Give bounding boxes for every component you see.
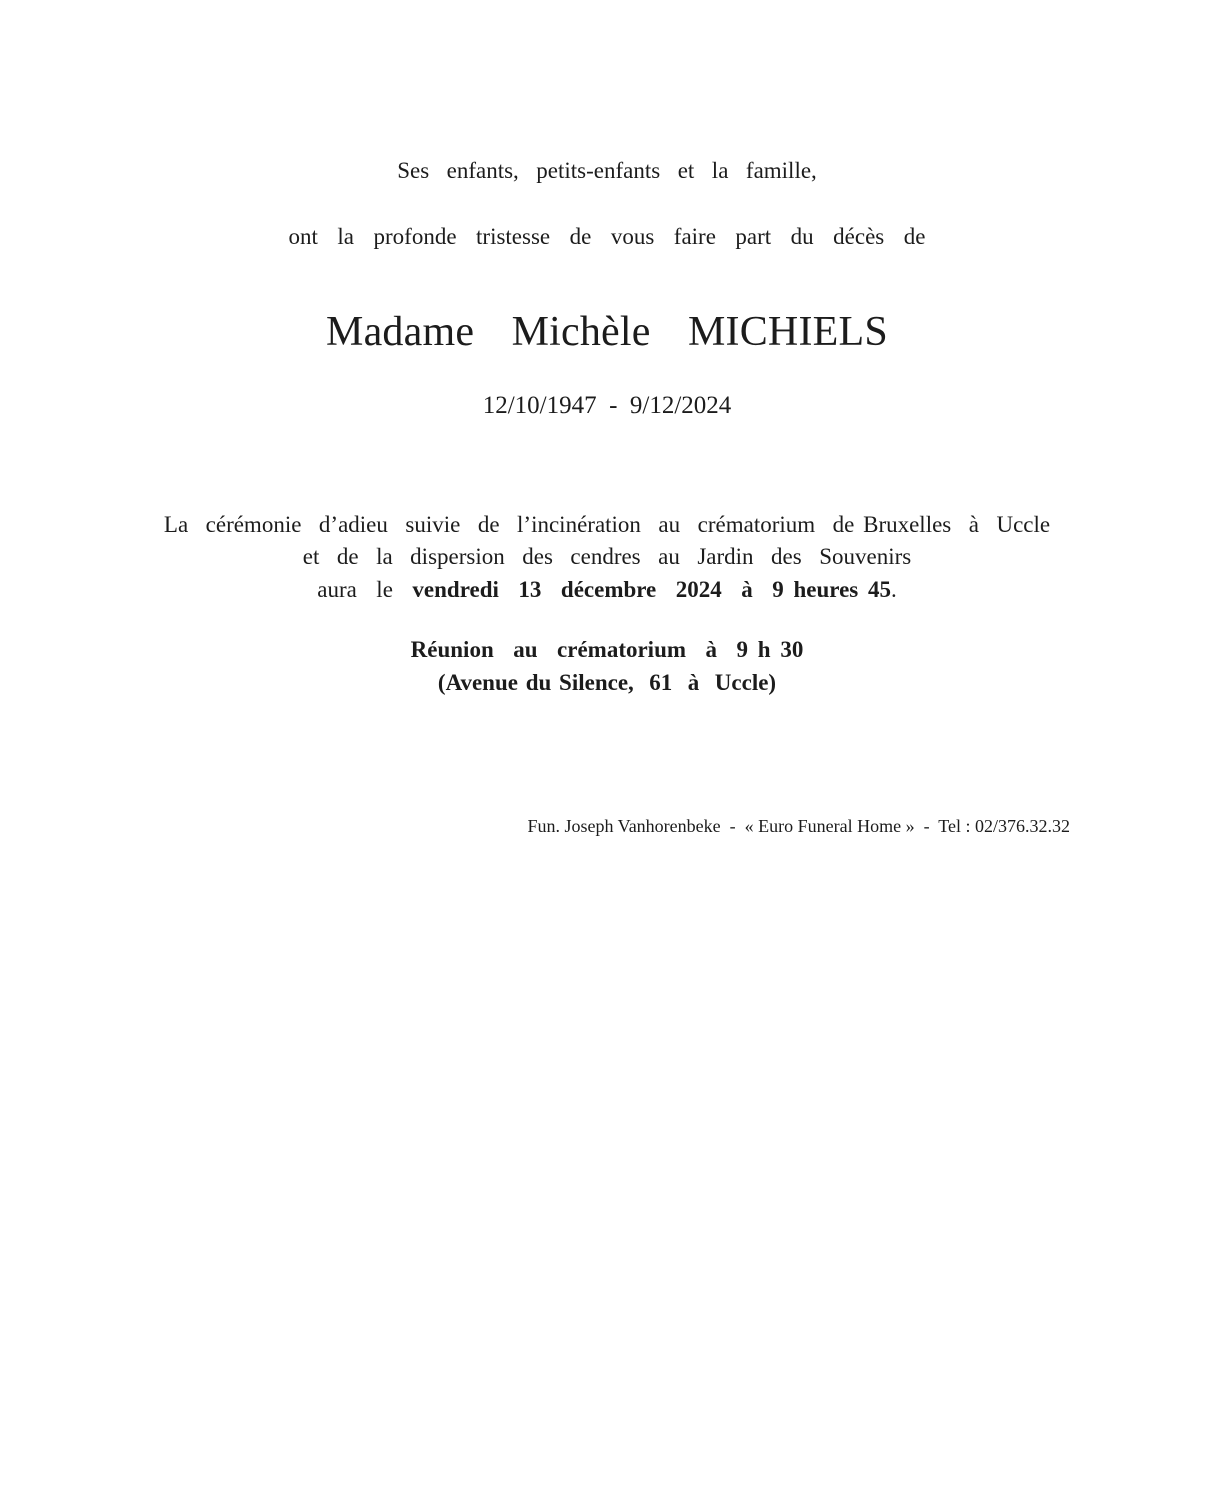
ceremony-line-1: La cérémonie d’adieu suivie de l’incinération au crématorium de Bruxelles à Uccle [163,512,1051,537]
life-dates: 12/10/1947 - 9/12/2024 [482,392,732,419]
ceremony-date-time: vendredi 13 décembre 2024 à 9 heures 45 [412,577,892,602]
intro-family-line: Ses enfants, petits-enfants et la famille, [397,158,817,183]
deceased-name: Madame Michèle MICHIELS [326,309,888,355]
ceremony-date-suffix: . [891,577,897,602]
ceremony-date-prefix: aura le [317,577,413,602]
ceremony-line-3 [0,577,1214,603]
intro-announcement-line: ont la profonde tristesse de vous faire part du décès de [288,224,926,249]
ceremony-line-2: et de la dispersion des cendres au Jardin des Souvenirs [302,544,912,569]
crematorium-address: (Avenue du Silence, 61 à Uccle) [437,670,777,695]
funeral-home-footer: Fun. Joseph Vanhorenbeke - « Euro Funeral Home » - Tel : 02/376.32.32 [527,816,1070,836]
reunion-time: Réunion au crématorium à 9 h 30 [410,637,804,662]
